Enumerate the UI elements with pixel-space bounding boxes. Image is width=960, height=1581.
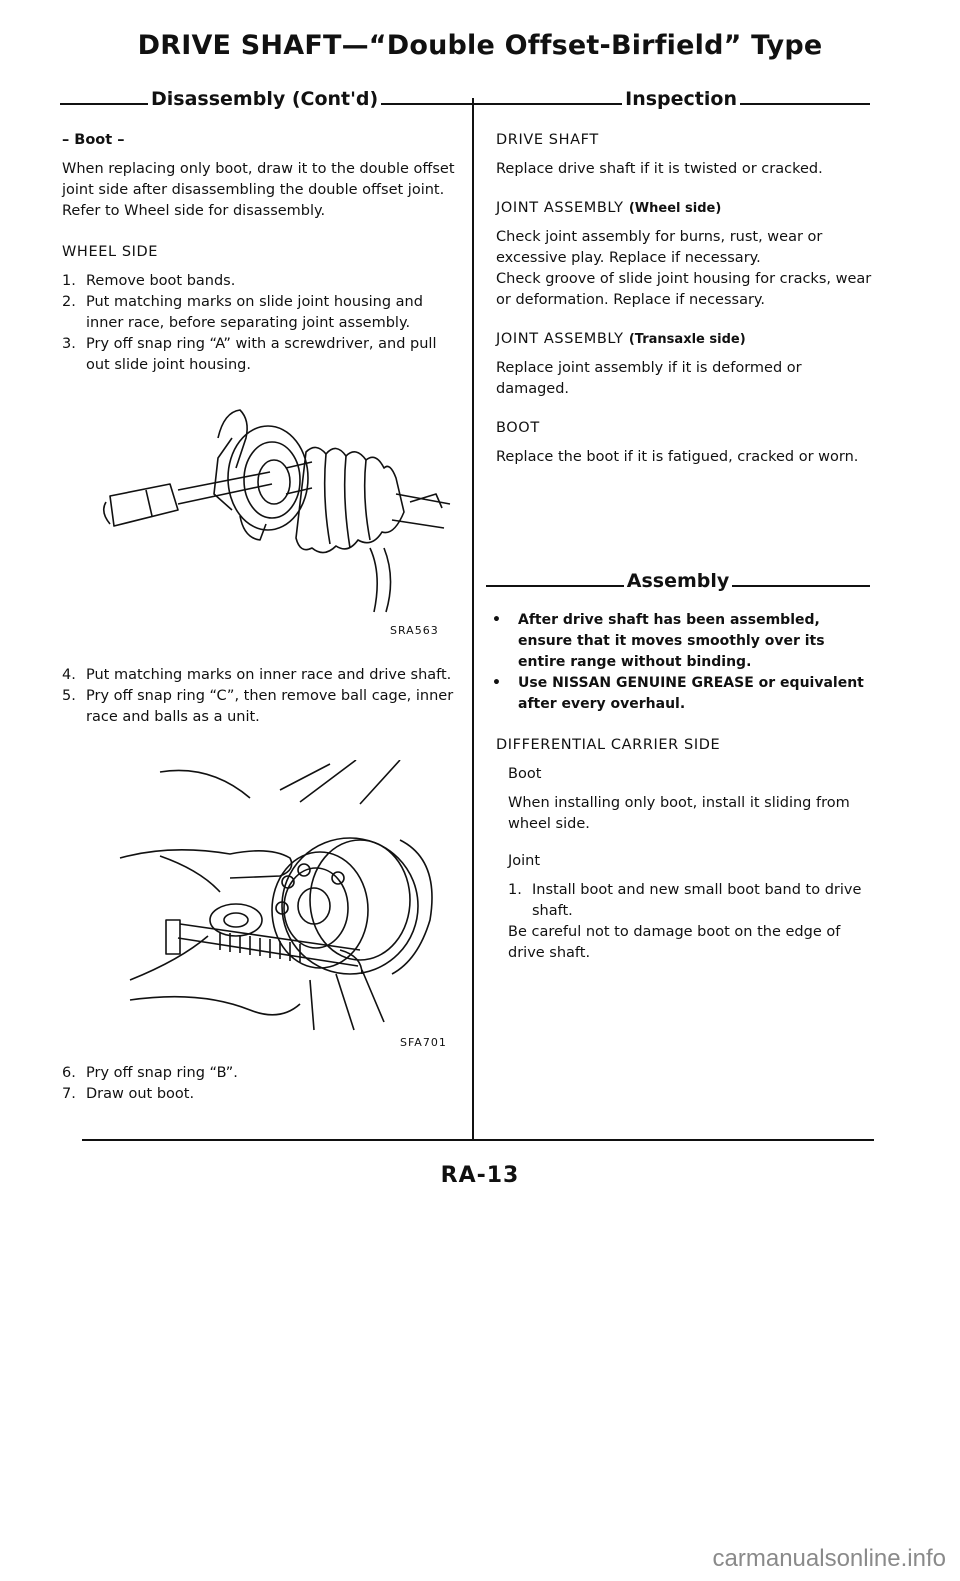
page-title: DRIVE SHAFT—“Double Offset-Birfield” Type [137,30,823,61]
diff-boot-text: When installing only boot, install it sliding from wheel side. [508,795,850,832]
joint-trans-text: Replace joint assembly if it is deformed or damaged. [496,360,802,397]
steps-list-a [62,271,456,376]
step-item: 5. Pry off snap ring “C”, then remove ball cage, inner race and balls as a unit. [62,688,454,725]
snap-ring-illustration [100,760,460,1040]
joint-wheel-paren: (Wheel side) [628,201,722,216]
joint-trans-paren: (Transaxle side) [628,332,746,347]
joint-wheel-text1: Check joint assembly for burns, rust, wear or excessive play. Replace if necessary. [496,229,823,266]
figure2-code: SFA701 [400,1036,447,1049]
right-column [496,130,872,468]
joint-note: Be careful not to damage boot on the edge of drive shaft. [508,924,841,961]
bottom-rule [82,1139,874,1141]
diff-carrier-heading: DIFFERENTIAL CARRIER SIDE [496,737,721,753]
boot-subheading: – Boot – [62,132,125,148]
joint-wheel-heading: JOINT ASSEMBLY (Wheel side) [496,200,722,216]
column-divider [472,98,474,1141]
disassembly-heading-label: Disassembly (Cont'd) [151,88,379,110]
left-column [62,130,456,376]
figure1-code: SRA563 [390,624,439,637]
step-item: 4. Put matching marks on inner race and drive shaft. [62,667,452,683]
inspection-heading-label: Inspection [625,88,737,110]
joint-wheel-text2: Check groove of slide joint housing for cracks, wear or deformation. Replace if necessary. [496,271,872,308]
diff-boot-heading: Boot [508,766,542,782]
figure-slide-joint [90,398,460,643]
boot-inspection-text: Replace the boot if it is fatigued, cracked or worn. [496,449,859,465]
left-column-end [62,1063,456,1105]
disassembly-heading [60,84,472,114]
step-item: 3. Pry off snap ring “A” with a screwdriver, and pull out slide joint housing. [62,336,437,373]
right-column-assembly [492,610,872,964]
wheel-side-heading: WHEEL SIDE [62,244,159,260]
boot-inspection-heading: BOOT [496,420,540,436]
watermark: carmanualsonline.info [712,1545,946,1572]
slide-joint-illustration [90,398,460,643]
step-item: 1. Remove boot bands. [62,273,236,289]
boot-paragraph: When replacing only boot, draw it to the double offset joint side after disassembling the double offset joint. Refer to Wheel side for disassembly. [62,161,455,219]
bullet-item: • Use NISSAN GENUINE GREASE or equivalent after every overhaul. [492,675,864,712]
drive-shaft-heading: DRIVE SHAFT [496,132,599,148]
step-item: 1. Install boot and new small boot band to drive shaft. [508,882,862,919]
assembly-heading [486,566,870,596]
bullet-item: • After drive shaft has been assembled, ensure that it moves smoothly over its entire range without binding. [492,612,825,670]
step-item: 6. Pry off snap ring “B”. [62,1065,238,1081]
joint-trans-heading: JOINT ASSEMBLY (Transaxle side) [496,331,746,347]
assembly-heading-label: Assembly [626,570,730,592]
figure-snap-ring [100,760,460,1049]
inspection-heading [474,84,870,114]
drive-shaft-text: Replace drive shaft if it is twisted or cracked. [496,161,823,177]
step-item: 7. Draw out boot. [62,1086,195,1102]
page-number: RA-13 [440,1163,520,1188]
step-item: 2. Put matching marks on slide joint housing and inner race, before separating joint assembly. [62,294,423,331]
joint-heading: Joint [508,853,541,869]
left-column-mid [62,665,456,728]
